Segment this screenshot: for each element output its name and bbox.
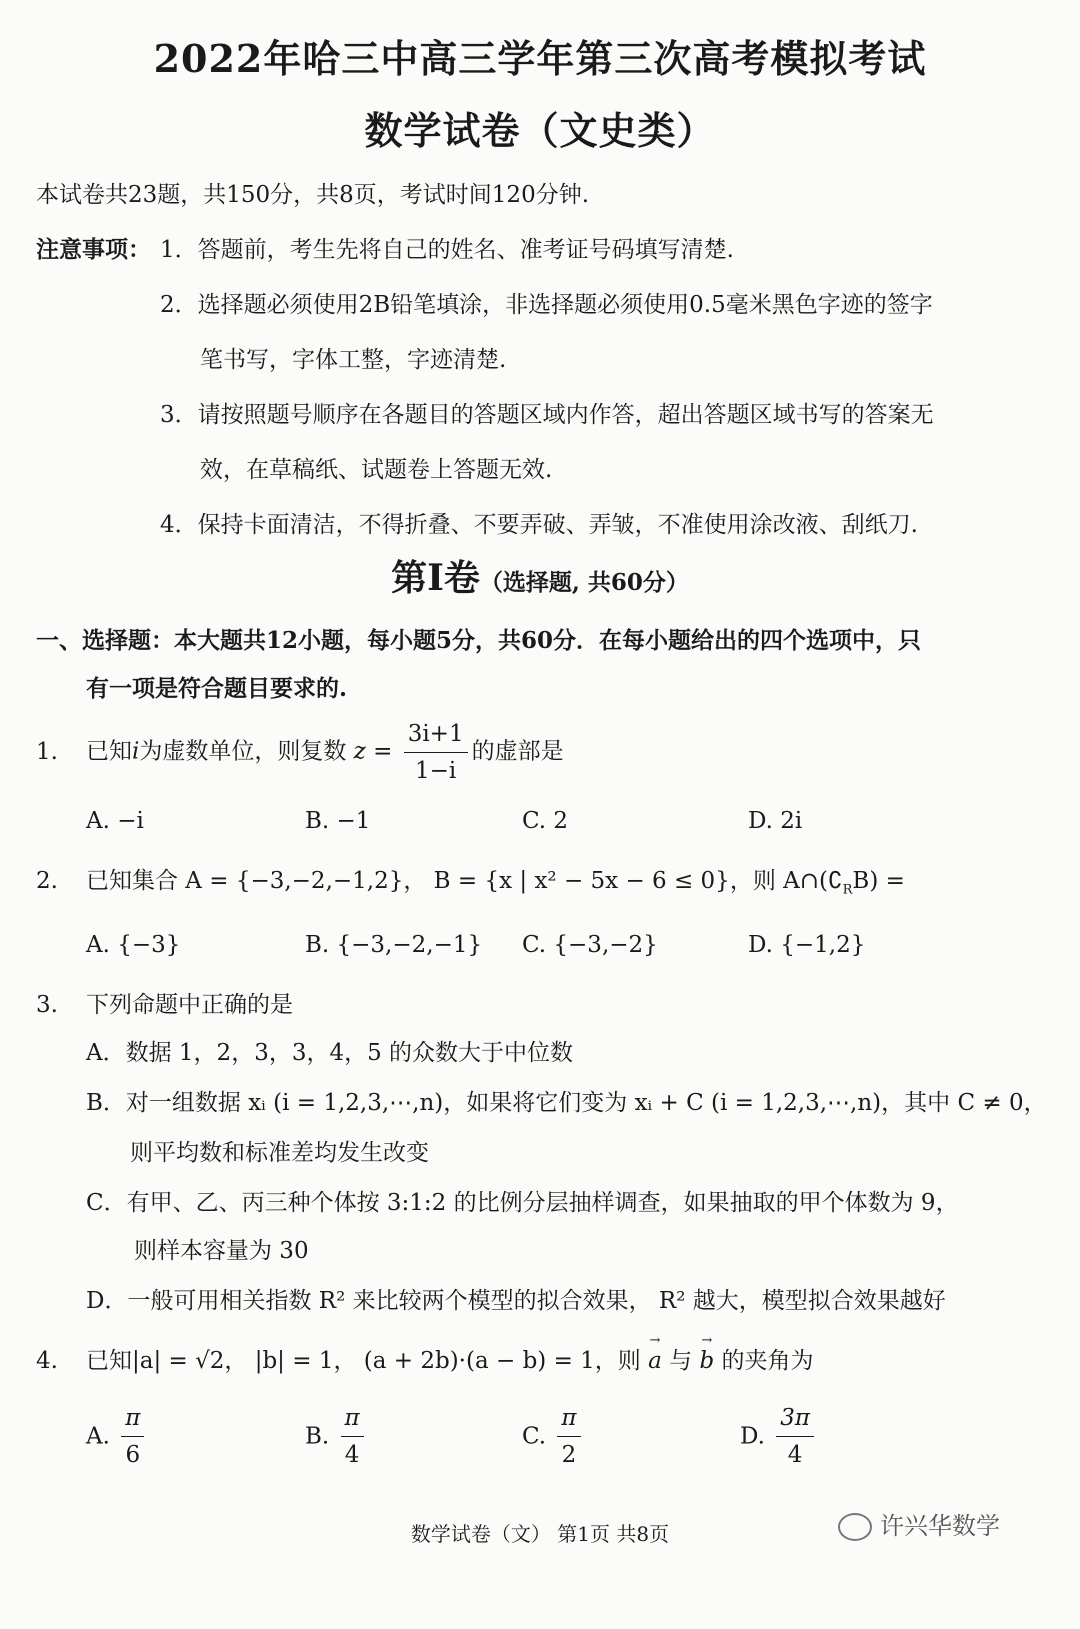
q4-vec-b: → b (699, 1348, 714, 1374)
option-label: C. (522, 1423, 547, 1450)
q4-pre: 已知 (86, 1348, 132, 1374)
q4-option-b-fraction (341, 1400, 364, 1473)
part-title: 第Ⅰ卷 (391, 557, 480, 599)
wechat-icon (838, 1513, 872, 1541)
fraction-denominator: 2 (561, 1442, 577, 1468)
fraction-numerator: 3i+1 (404, 716, 468, 753)
fraction-denominator: 4 (787, 1442, 803, 1468)
note-item-4: 4．保持卡面清洁，不得折叠、不要弄破、弄皱，不准使用涂改液、刮纸刀. (160, 512, 918, 538)
q1-option-d: D. 2i (748, 808, 803, 834)
part-heading (0, 550, 1080, 601)
q3-option-d: D．一般可用相关指数 R² 来比较两个模型的拟合效果， R² 越大，模型拟合效果越好 (86, 1288, 946, 1314)
q2-option-b: B. {−3,−2,−1} (305, 932, 483, 958)
q4-option-a-fraction (121, 1400, 144, 1473)
question-1 (36, 716, 564, 789)
q2-option-c: C. {−3,−2} (522, 932, 658, 958)
fraction-numerator: π (121, 1400, 144, 1437)
q2-sub: R (842, 882, 853, 898)
q1-pre: 已知 (86, 738, 132, 765)
q1-post: 的虚部是 (471, 738, 564, 765)
note-item-3-cont: 效，在草稿纸、试题卷上答题无效. (200, 457, 553, 483)
fraction-denominator: 6 (125, 1442, 141, 1468)
question-3 (36, 986, 293, 1019)
q4-part2: (a + 2b)·(a − b) = 1，则 (363, 1348, 641, 1374)
option-label: D. (740, 1423, 765, 1450)
q4-option-a (86, 1400, 148, 1473)
q2-tail: B) = (852, 868, 905, 894)
q1-option-c: C. 2 (522, 808, 569, 834)
q4-post: 的夹角为 (721, 1348, 814, 1374)
exam-intro: 本试卷共23题，共150分，共8页，考试时间120分钟. (36, 182, 590, 208)
q4-option-d (740, 1400, 818, 1473)
fraction-denominator: 4 (344, 1442, 360, 1468)
note-item-1: 1．答题前，考生先将自己的姓名、准考证号码填写清楚. (160, 237, 734, 263)
exam-title: 2022年哈三中高三学年第三次高考模拟考试 (153, 36, 927, 81)
q4-part1: |a| = √2， |b| = 1， (132, 1348, 357, 1374)
q1-mid: 为虚数单位，则复数 (139, 738, 347, 765)
q3-option-c-cont: 则样本容量为 30 (134, 1238, 309, 1264)
watermark-text: 许兴华数学 (880, 1512, 1000, 1540)
q3-option-a: A．数据 1，2，3，3，4，5 的众数大于中位数 (86, 1040, 574, 1066)
section-intro-line2: 有一项是符合题目要求的. (86, 675, 348, 702)
q2-option-a: A. {−3} (86, 932, 181, 958)
question-number: 4. (36, 1348, 58, 1374)
fraction-denominator: 1−i (415, 758, 457, 784)
q1-option-b: B. −1 (305, 808, 371, 834)
question-number: 3. (36, 992, 58, 1018)
question-number: 1. (36, 738, 58, 765)
q1-option-a: A. −i (86, 808, 144, 834)
q4-option-c-fraction (557, 1400, 580, 1473)
q4-option-d-fraction (776, 1400, 814, 1473)
q1-i: i (132, 738, 140, 765)
option-label: B. (305, 1423, 330, 1450)
question-4 (36, 1342, 814, 1375)
page-footer: 数学试卷（文） 第1页 共8页 (410, 1522, 670, 1546)
q2-text: 已知集合 A = {−3,−2,−1,2}， B = {x | x² − 5x − 6 ≤ 0}，则 A∩(∁ (86, 868, 843, 894)
q1-fraction (404, 716, 468, 789)
q3-option-c: C．有甲、乙、丙三种个体按 3:1:2 的比例分层抽样调查，如果抽取的甲个体数为 9， (86, 1190, 959, 1216)
q4-option-b (305, 1400, 368, 1473)
fraction-numerator: π (341, 1400, 364, 1437)
section-intro-line1: 一、选择题：本大题共12小题，每小题5分，共60分．在每小题给出的四个选项中，只 (36, 627, 922, 654)
fraction-numerator: π (557, 1400, 580, 1437)
question-2 (36, 862, 905, 898)
q3-option-b-cont: 则平均数和标准差均发生改变 (130, 1140, 429, 1166)
q1-z: z = (353, 738, 393, 765)
exam-subtitle: 数学试卷（文史类） (364, 108, 716, 153)
note-item-3: 3．请按照题号顺序在各题目的答题区域内作答，超出答题区域书写的答案无 (160, 402, 934, 428)
option-label: A. (86, 1423, 110, 1450)
note-item-2: 2．选择题必须使用2B铅笔填涂，非选择题必须使用0.5毫米黑色字迹的签字 (160, 292, 933, 318)
q3-option-b: B．对一组数据 xᵢ (i = 1,2,3,⋯,n)，如果将它们变为 xᵢ + C (i = 1,2,3,⋯,n)，其中 C ≠ 0， (86, 1090, 1047, 1116)
q2-option-d: D. {−1,2} (748, 932, 866, 958)
note-item-2-cont: 笔书写，字体工整，字迹清楚. (200, 347, 507, 373)
q3-stem: 下列命题中正确的是 (86, 992, 293, 1018)
q4-option-c (522, 1400, 585, 1473)
fraction-numerator: 3π (776, 1400, 814, 1437)
q4-vec-a: → a (648, 1348, 662, 1374)
notes-label: 注意事项： (36, 236, 151, 263)
question-number: 2. (36, 868, 58, 894)
part-subtitle: （选择题, 共60分） (479, 569, 689, 596)
q4-yu: 与 (669, 1348, 693, 1374)
watermark (838, 1506, 1000, 1541)
